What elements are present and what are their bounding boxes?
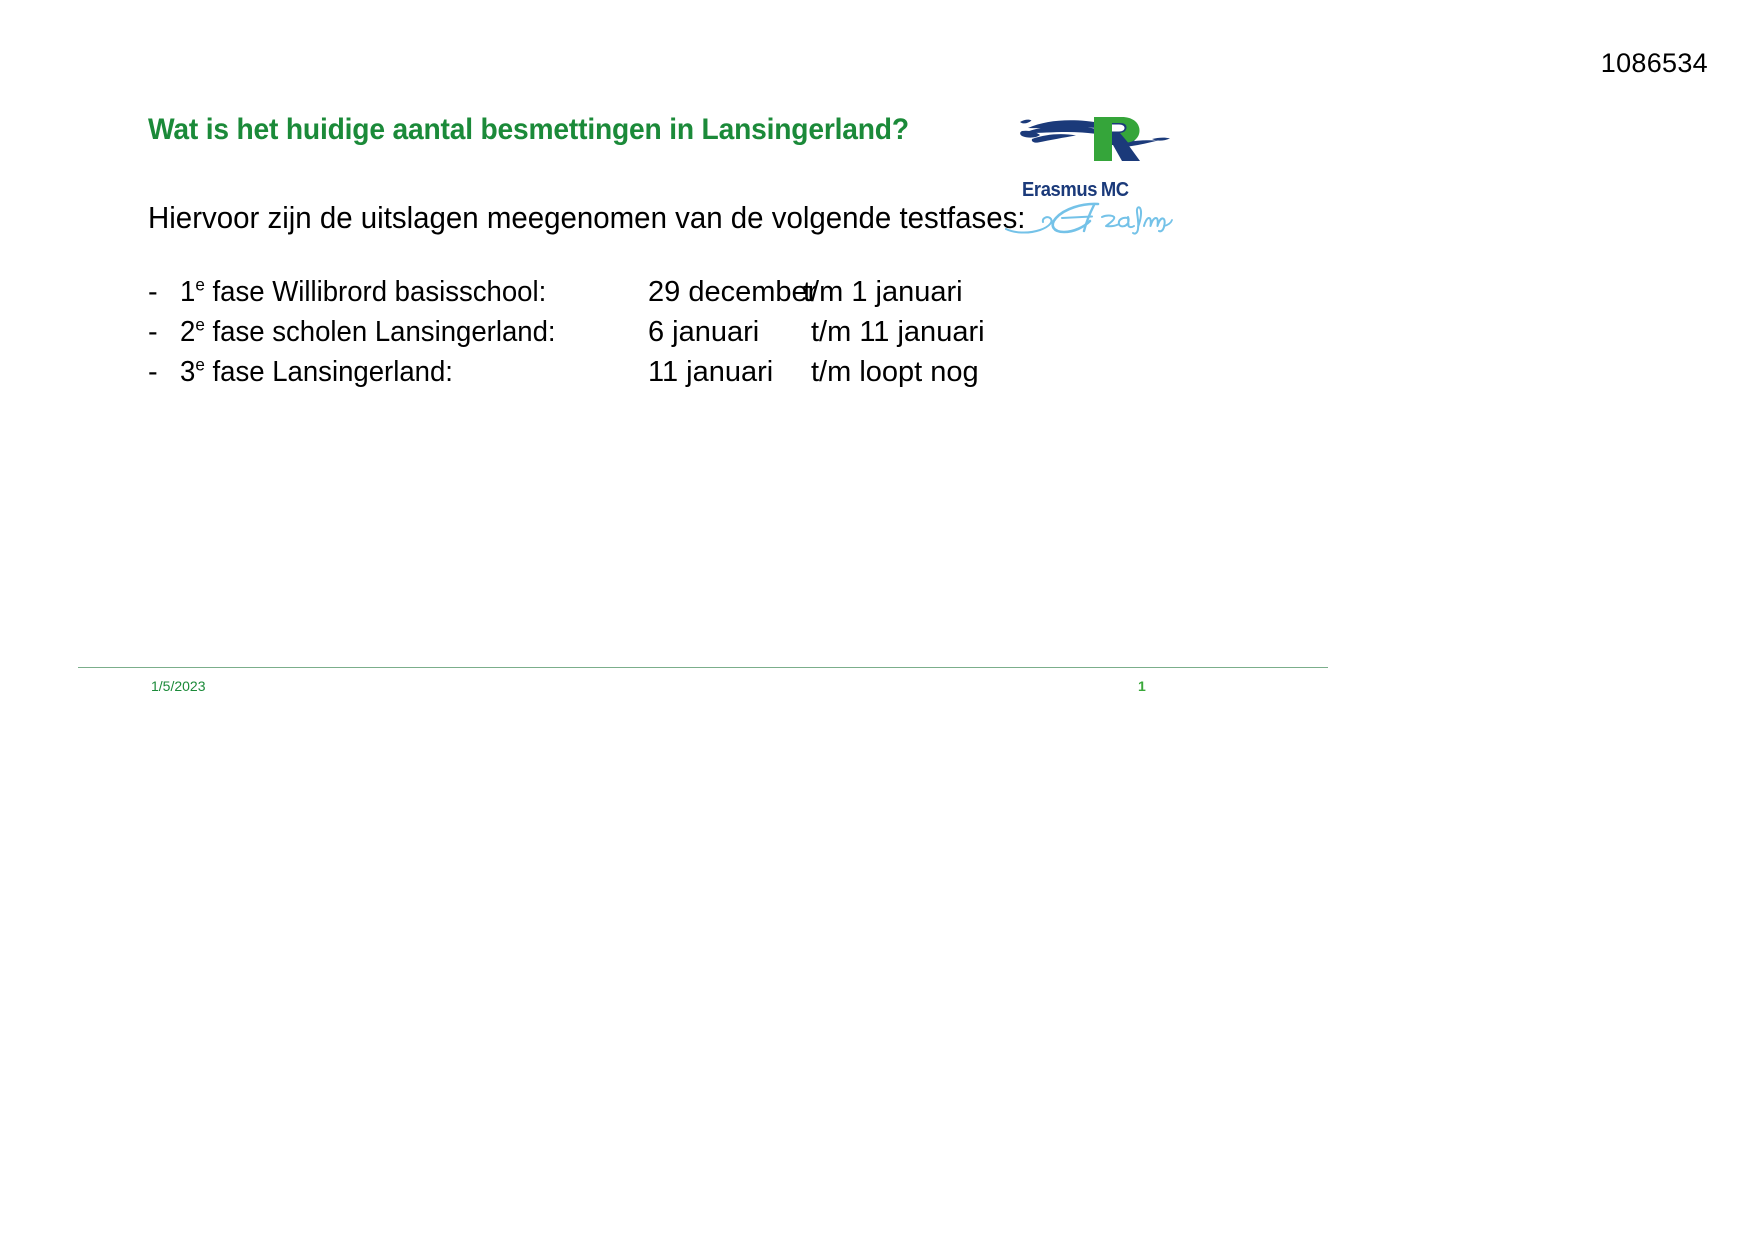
document-id-number: 1086534 (1600, 48, 1708, 78)
phase-label (180, 316, 556, 349)
erasmus-mc-wordmark (1022, 179, 1162, 201)
erasmus-signature-icon (1002, 199, 1174, 237)
wordmark-mc: MC (1100, 179, 1129, 201)
phase-label-rest: fase scholen Lansingerland: (204, 316, 556, 348)
erasmus-mc-logo (1002, 103, 1174, 235)
list-item (148, 276, 1048, 316)
phase-label-rest: fase Lansingerland: (204, 356, 453, 388)
phase-ordinal-suffix: e (195, 354, 205, 375)
phase-ordinal-suffix: e (195, 274, 205, 295)
wordmark-erasmus: Erasmus (1022, 179, 1098, 201)
phase-label (180, 356, 453, 389)
phase-end-date: t/m 11 januari (811, 316, 985, 348)
phase-end-date: t/m loopt nog (811, 356, 979, 388)
phase-end-date: t/m 1 januari (803, 276, 963, 308)
list-bullet-dash: - (148, 356, 158, 388)
footer-divider (78, 667, 1328, 668)
phase-start-date: 11 januari (648, 356, 774, 388)
phase-start-date: 6 januari (648, 316, 760, 348)
erasmus-r-monogram-icon (1002, 103, 1174, 165)
phase-ordinal: 2 (180, 316, 196, 348)
footer-page-number: 1 (1138, 678, 1146, 694)
list-bullet-dash: - (148, 276, 158, 308)
slide-title: Wat is het huidige aantal besmettingen in Lansingerland? (148, 113, 909, 146)
phase-label-rest: fase Willibrord basisschool: (204, 276, 547, 308)
list-bullet-dash: - (148, 316, 158, 348)
phase-ordinal: 3 (180, 356, 196, 388)
slide-intro-text: Hiervoor zijn de uitslagen meegenomen van de volgende testfases: (148, 200, 1026, 235)
footer-date: 1/5/2023 (151, 678, 206, 694)
list-item (148, 316, 1048, 356)
phase-ordinal-suffix: e (195, 314, 205, 335)
phase-ordinal: 1 (180, 276, 196, 308)
phase-start-date: 29 december (648, 276, 818, 308)
list-item (148, 356, 1048, 396)
testfase-list (148, 276, 1048, 396)
phase-label (180, 276, 546, 309)
